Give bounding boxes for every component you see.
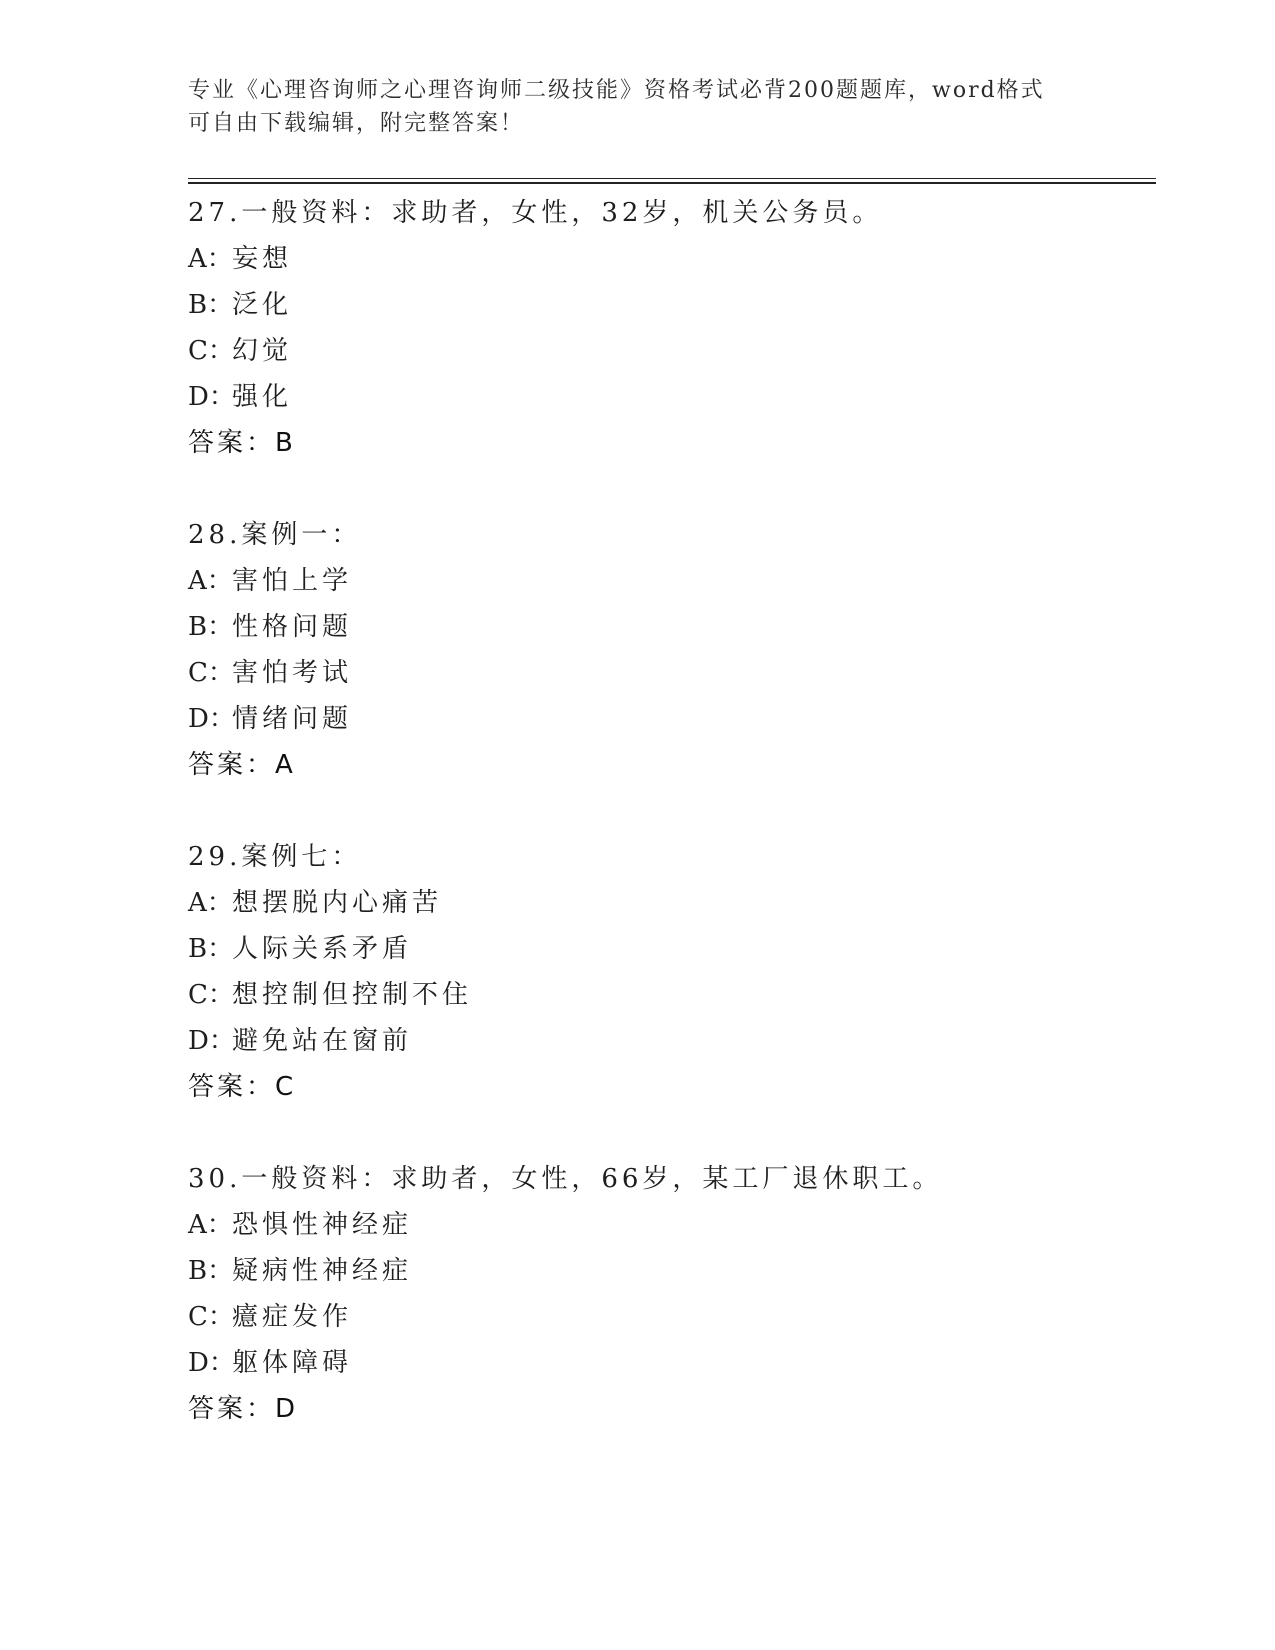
option-d	[188, 696, 1148, 742]
option-c	[188, 650, 1148, 696]
option-text: 想摆脱内心痛苦	[232, 888, 443, 918]
option-d	[188, 374, 1148, 420]
question-30	[188, 1156, 1148, 1432]
header-divider-thick	[188, 182, 1156, 184]
option-b	[188, 926, 1148, 972]
option-b	[188, 282, 1148, 328]
option-letter: C：	[188, 658, 234, 688]
document-header	[188, 74, 1068, 140]
option-letter: D：	[188, 382, 235, 412]
option-text: 人际关系矛盾	[232, 934, 413, 964]
option-text: 癔症发作	[232, 1302, 353, 1332]
option-letter: A：	[188, 1210, 233, 1240]
option-text: 害怕上学	[232, 566, 353, 596]
option-text: 想控制但控制不住	[232, 980, 473, 1010]
header-divider-thin	[188, 178, 1156, 179]
header-line-1: 专业《心理咨询师之心理咨询师二级技能》资格考试必背200题题库，word格式	[188, 78, 1045, 103]
answer-line: 答案：A	[188, 750, 296, 780]
option-text: 疑病性神经症	[232, 1256, 413, 1286]
answer-line: 答案：B	[188, 428, 296, 458]
option-a	[188, 558, 1148, 604]
question-stem: 27.一般资料：求助者，女性，32岁，机关公务员。	[188, 198, 883, 228]
option-letter: C：	[188, 336, 234, 366]
option-text: 性格问题	[232, 612, 353, 642]
question-stem: 29.案例七：	[188, 842, 362, 872]
question-stem: 30.一般资料：求助者，女性，66岁，某工厂退休职工。	[188, 1164, 943, 1194]
option-letter: B：	[188, 934, 234, 964]
option-letter: C：	[188, 980, 234, 1010]
option-text: 强化	[232, 382, 293, 412]
option-text: 妄想	[232, 244, 293, 274]
option-a	[188, 1202, 1148, 1248]
header-line-2: 可自由下载编辑，附完整答案！	[188, 111, 525, 136]
option-letter: B：	[188, 290, 234, 320]
question-list	[188, 190, 1148, 1478]
option-text: 幻觉	[232, 336, 293, 366]
option-c	[188, 972, 1148, 1018]
option-letter: D：	[188, 1026, 235, 1056]
option-letter: D：	[188, 704, 235, 734]
option-text: 恐惧性神经症	[232, 1210, 413, 1240]
option-text: 避免站在窗前	[232, 1026, 413, 1056]
option-b	[188, 604, 1148, 650]
option-d	[188, 1340, 1148, 1386]
option-letter: D：	[188, 1348, 235, 1378]
question-29	[188, 834, 1148, 1110]
option-text: 情绪问题	[232, 704, 353, 734]
option-a	[188, 236, 1148, 282]
option-letter: B：	[188, 1256, 234, 1286]
option-letter: C：	[188, 1302, 234, 1332]
option-letter: A：	[188, 888, 233, 918]
option-d	[188, 1018, 1148, 1064]
option-b	[188, 1248, 1148, 1294]
question-28	[188, 512, 1148, 788]
option-letter: A：	[188, 244, 233, 274]
option-text: 害怕考试	[232, 658, 353, 688]
option-text: 泛化	[232, 290, 293, 320]
answer-line: 答案：D	[188, 1394, 299, 1424]
question-27	[188, 190, 1148, 466]
option-text: 躯体障碍	[232, 1348, 353, 1378]
option-letter: A：	[188, 566, 233, 596]
question-stem: 28.案例一：	[188, 520, 362, 550]
option-c	[188, 1294, 1148, 1340]
option-letter: B：	[188, 612, 234, 642]
answer-line: 答案：C	[188, 1072, 297, 1102]
option-c	[188, 328, 1148, 374]
option-a	[188, 880, 1148, 926]
